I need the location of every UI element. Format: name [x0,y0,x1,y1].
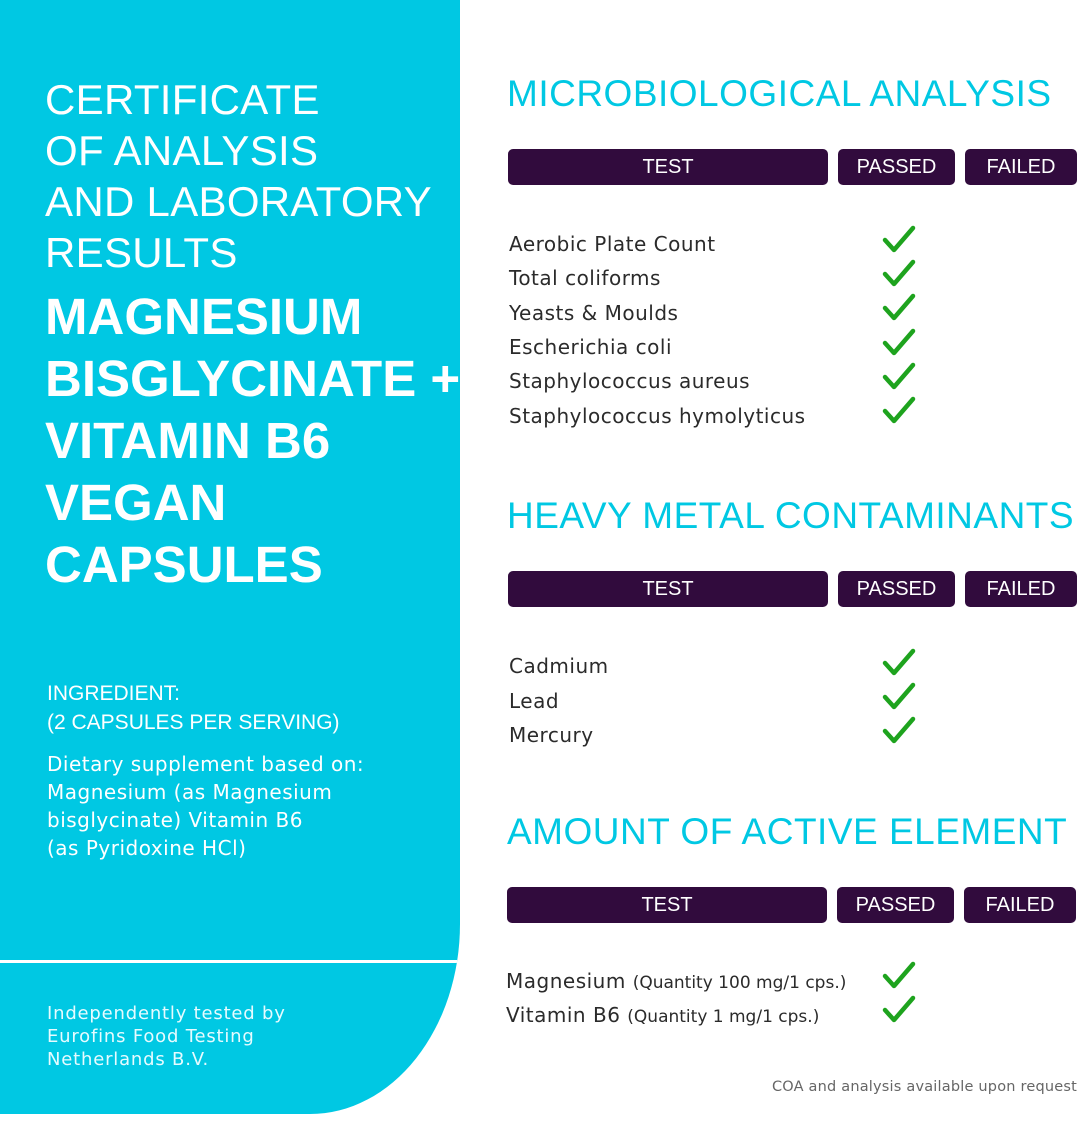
section-heading-heavy-metal: HEAVY METAL CONTAMINANTS [507,495,1075,536]
tested-line: Netherlands B.V. [47,1049,210,1070]
test-name: Vitamin B6 [506,1003,621,1027]
header-failed: FAILED [965,571,1077,607]
dietary-line: Dietary supplement based on: [47,752,365,776]
title-line: AND LABORATORY [45,178,432,225]
title-line: OF ANALYSIS [45,127,319,174]
test-row-label: Lead [509,689,560,713]
tested-line: Independently tested by [47,1003,286,1024]
test-row-label: Staphylococcus hymolyticus [509,404,806,428]
dietary-line: Magnesium (as Magnesium [47,780,333,804]
product-line: BISGLYCINATE + [45,350,460,407]
header-test: TEST [508,149,828,185]
checkmark-icon [882,328,916,358]
product-line: MAGNESIUM [45,288,363,345]
checkmark-icon [882,961,916,991]
header-passed: PASSED [838,149,955,185]
section-heading-active-element: AMOUNT OF ACTIVE ELEMENT [507,811,1068,852]
header-test: TEST [507,887,827,923]
test-row-label [506,968,846,996]
test-row-label: Mercury [509,723,594,747]
checkmark-icon [882,293,916,323]
product-name [45,286,460,596]
product-line: CAPSULES [45,536,323,593]
tested-by-note [47,1002,286,1071]
tested-line: Eurofins Food Testing [47,1026,255,1047]
checkmark-icon [882,682,916,712]
checkmark-icon [882,225,916,255]
test-row-label [506,1002,819,1030]
test-row-label: Escherichia coli [509,335,672,359]
test-row-label: Total coliforms [509,266,661,290]
title-line: CERTIFICATE [45,76,320,123]
test-row-label: Cadmium [509,654,609,678]
header-passed: PASSED [838,571,955,607]
test-row-label: Yeasts & Moulds [509,301,679,325]
dietary-line: bisglycinate) Vitamin B6 [47,808,303,832]
checkmark-icon [882,259,916,289]
section-heading-microbiological: MICROBIOLOGICAL ANALYSIS [507,73,1052,114]
left-panel [0,0,460,1114]
dietary-description [47,750,364,862]
certificate-title [45,74,432,278]
header-passed: PASSED [837,887,954,923]
dietary-line: (as Pyridoxine HCl) [47,836,247,860]
checkmark-icon [882,362,916,392]
checkmark-icon [882,396,916,426]
checkmark-icon [882,648,916,678]
ingredient-heading [47,679,340,737]
header-failed: FAILED [965,149,1077,185]
test-row-label: Staphylococcus aureus [509,369,751,393]
product-line: VITAMIN B6 [45,412,331,469]
product-line: VEGAN [45,474,227,531]
panel-divider [0,960,460,963]
footnote: COA and analysis available upon request [771,1079,1077,1095]
ingredient-line: INGREDIENT: [47,682,181,705]
test-quantity: (Quantity 1 mg/1 cps.) [627,1007,820,1027]
checkmark-icon [882,716,916,746]
test-quantity: (Quantity 100 mg/1 cps.) [632,973,847,993]
header-failed: FAILED [964,887,1076,923]
ingredient-line: (2 CAPSULES PER SERVING) [47,711,340,734]
header-test: TEST [508,571,828,607]
checkmark-icon [882,995,916,1025]
test-name: Magnesium [506,969,626,993]
title-line: RESULTS [45,229,238,276]
test-row-label: Aerobic Plate Count [509,232,716,256]
